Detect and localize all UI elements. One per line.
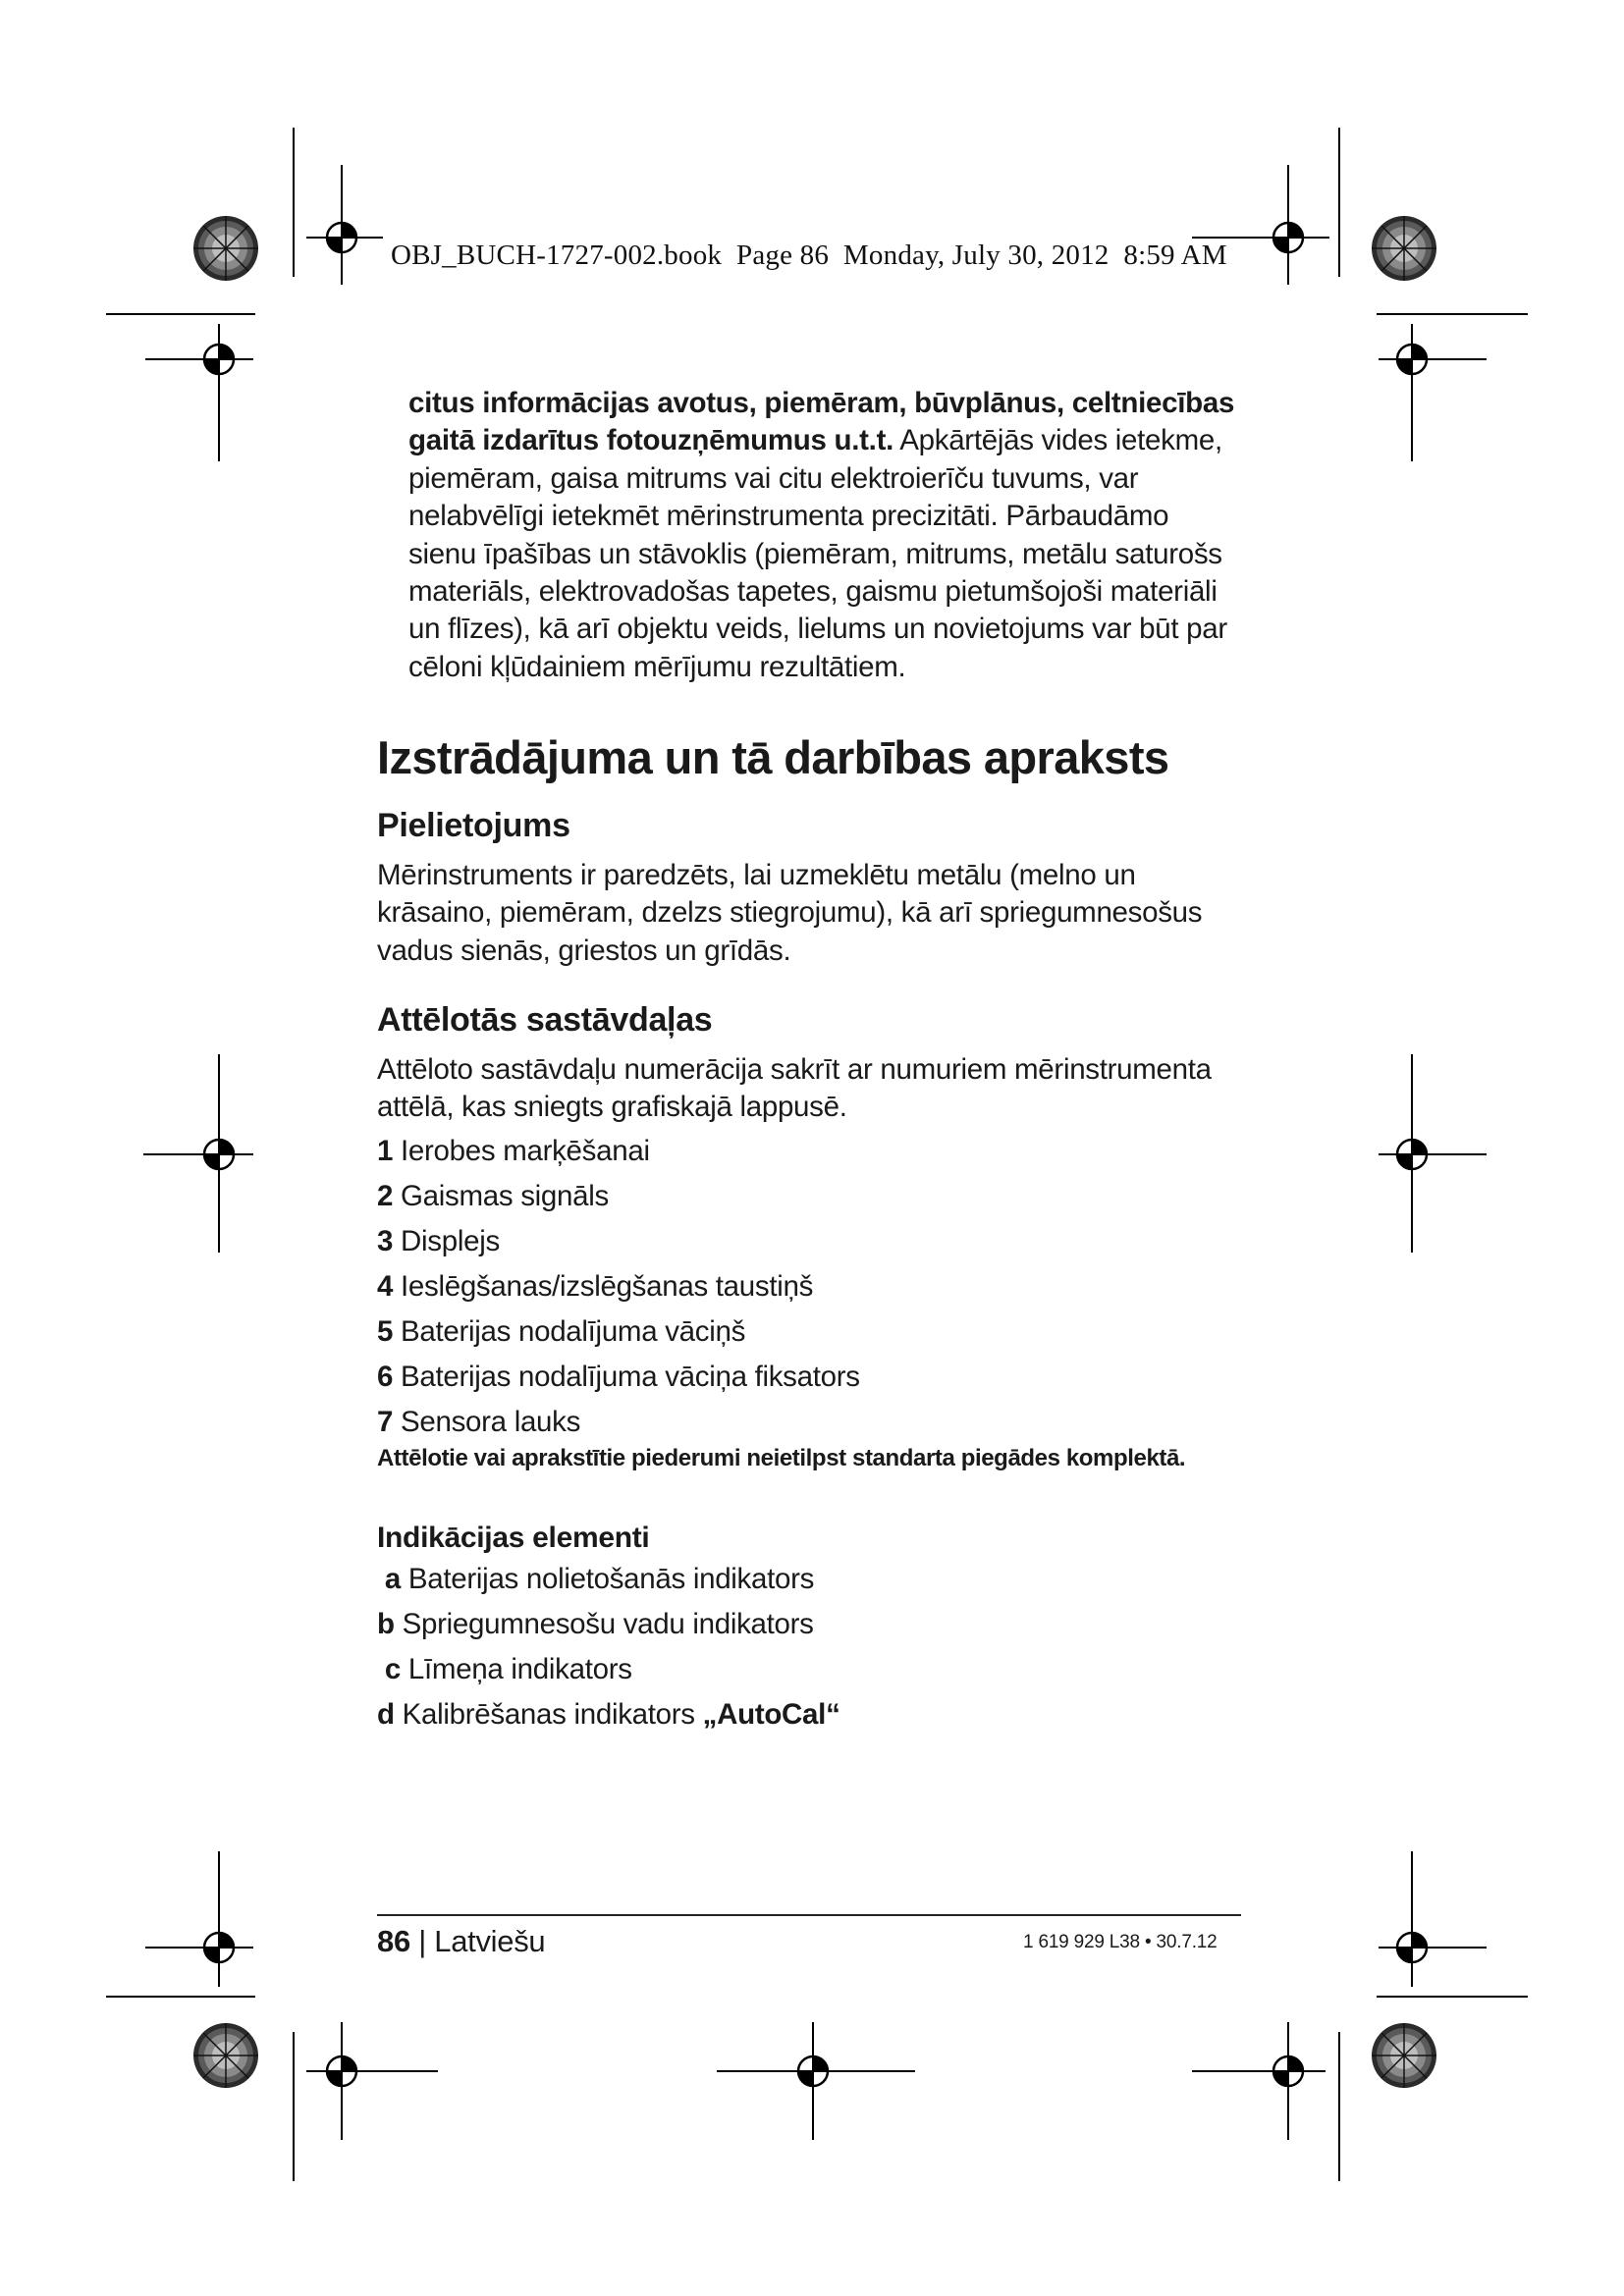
section-heading-components: Attēlotās sastāvdaļas	[377, 1001, 713, 1039]
autocal-label: „AutoCal“	[702, 1698, 840, 1731]
list-item: a Baterijas nolietošanās indikators	[384, 1563, 815, 1595]
components-paragraph: Attēloto sastāvdaļu numerācija sakrīt ar numuriem mērinstrumenta attēlā, kas sniegts grafiskajā lappusē.	[377, 1053, 1212, 1124]
footer-separator: |	[409, 1924, 435, 1958]
components-list	[377, 1129, 1236, 1445]
list-item: 5 Baterijas nodalījuma vāciņš	[377, 1314, 746, 1348]
list-item: 3 Displejs	[377, 1224, 500, 1257]
footer-divider	[377, 1914, 1241, 1916]
page-content	[377, 385, 1236, 1731]
list-item: d Kalibrēšanas indikators „AutoCal“	[377, 1698, 840, 1731]
page-number: 86	[377, 1924, 410, 1958]
section-indicators	[377, 1522, 1236, 1737]
main-heading: Izstrādājuma un tā darbības apraksts	[377, 731, 1169, 783]
section-components	[377, 1001, 1236, 1472]
list-item: 4 Ieslēgšanas/izslēgšanas taustiņš	[377, 1269, 814, 1303]
section-use	[377, 807, 1236, 970]
intro-bold-lead: citus informācijas avotus, piemēram, būvplānus, celtniecības gaitā izdarītus fotouzņēmumus u.t.t.	[408, 387, 1235, 457]
intro-text: Apkārtējās vides ietekme, piemēram, gaisa mitrums vai citu elektroierīču tuvums, var nelabvēlīgi ietekmēt mērinstrumenta precizitāti. Pārbaudāmo sienu īpašības un stāvoklis (piemēram, mitrums, metālu saturošs materiāls, elektrovadošas tapetes, gaismu pietumšojoši materiāli un flīzes), kā arī objektu veids, lielums un novietojums var būt par cēloni kļūdainiem mērījumu rezultātiem.	[408, 424, 1227, 683]
footer-language: Latviešu	[434, 1924, 546, 1958]
footer-print-code: 1 619 929 L38 • 30.7.12	[1023, 1932, 1218, 1952]
section-heading-indicators: Indikācijas elementi	[377, 1522, 650, 1554]
list-item: 1 Ierobes marķēšanai	[377, 1134, 650, 1167]
book-file-header: OBJ_BUCH-1727-002.book Page 86 Monday, July 30, 2012 8:59 AM	[391, 240, 1227, 271]
section-heading-use: Pielietojums	[377, 807, 570, 844]
list-item: b Spriegumnesošu vadu indikators	[377, 1608, 814, 1640]
list-item: 6 Baterijas nodalījuma vāciņa fiksators	[377, 1360, 860, 1393]
list-item: c Līmeņa indikators	[384, 1653, 632, 1685]
list-item: 2 Gaismas signāls	[377, 1179, 609, 1212]
intro-paragraph	[408, 385, 1236, 686]
indicators-list	[377, 1557, 1236, 1737]
list-item: 7 Sensora lauks	[377, 1405, 581, 1438]
accessories-note: Attēlotie vai aprakstītie piederumi neietilpst standarta piegādes komplektā.	[377, 1444, 1186, 1471]
footer-page-info	[377, 1924, 545, 1959]
use-paragraph: Mērinstruments ir paredzēts, lai uzmeklētu metālu (melno un krāsaino, piemēram, dzelzs stiegrojumu), kā arī spriegumnesošus vadus sienās, griestos un grīdās.	[377, 859, 1203, 967]
